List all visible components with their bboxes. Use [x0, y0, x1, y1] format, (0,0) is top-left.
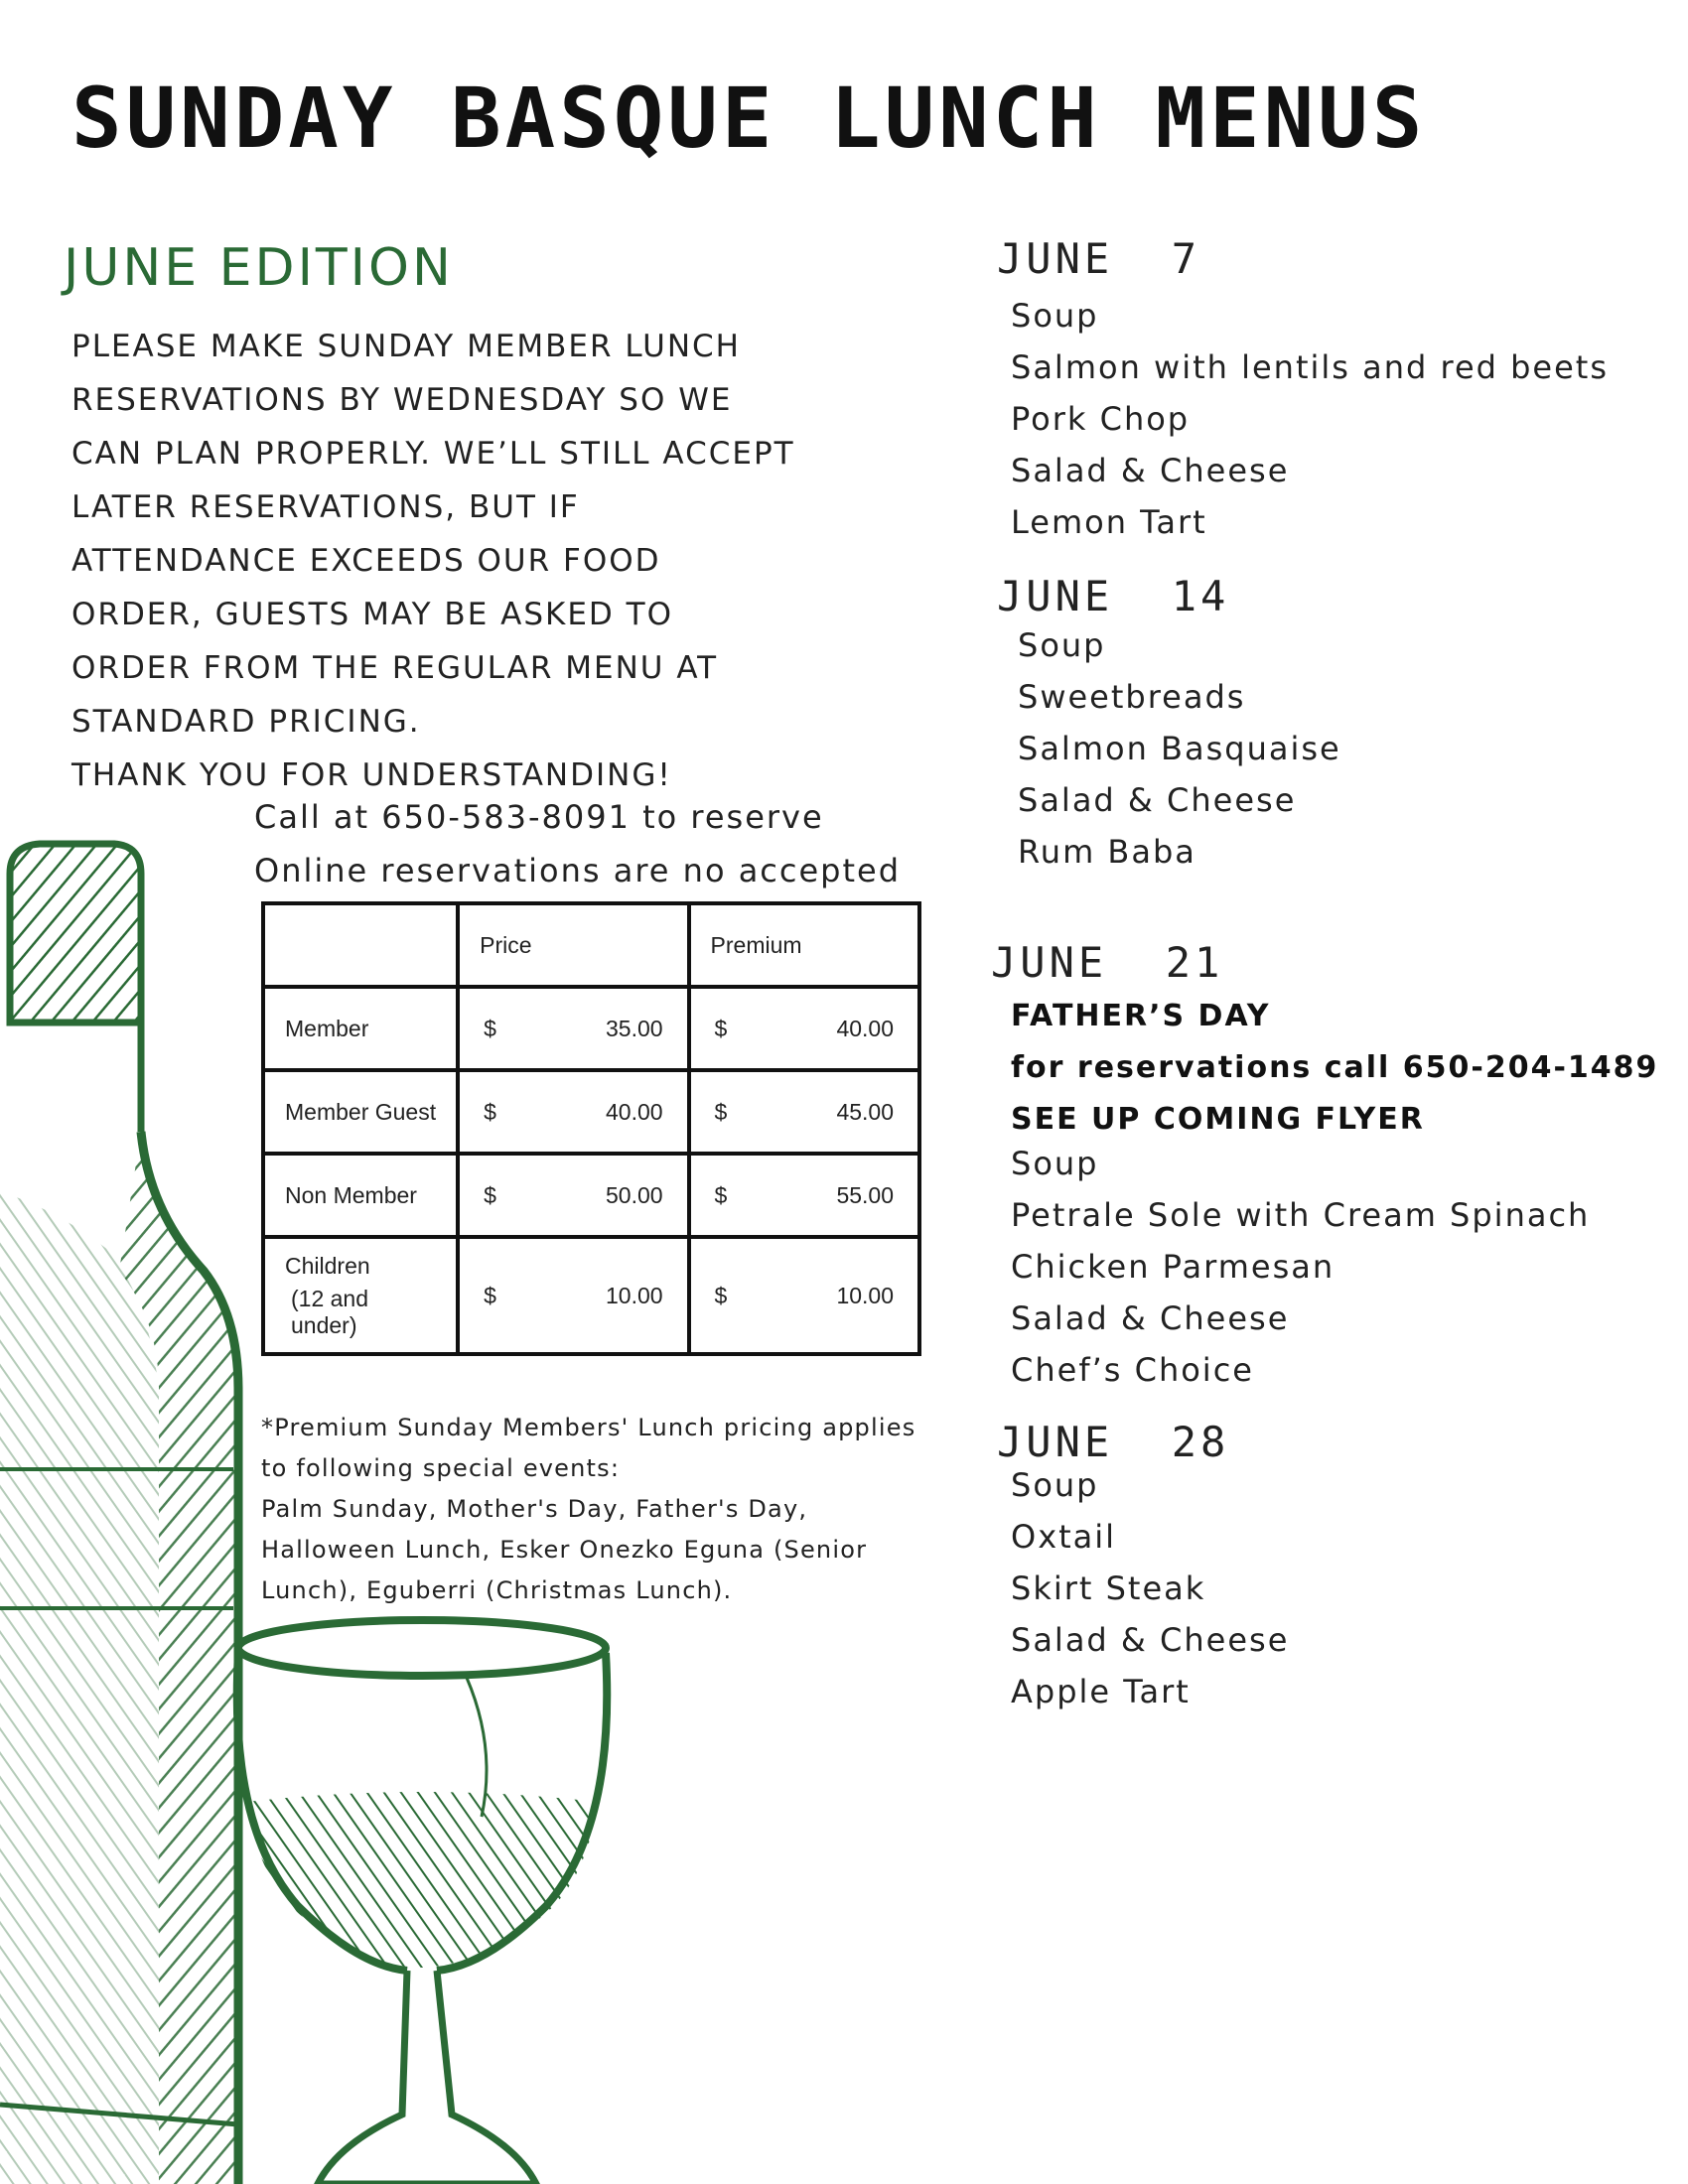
notice-line: CAN PLAN PROPERLY. WE’LL STILL ACCEPT — [71, 436, 795, 472]
column-header — [263, 903, 458, 987]
currency-symbol: $ — [714, 1282, 728, 1308]
menu-item: Salmon Basquaise — [1018, 730, 1341, 767]
price-cell — [458, 987, 688, 1070]
footnote-line: *Premium Sunday Members' Lunch pricing applies — [261, 1414, 916, 1441]
online-note: Online reservations are no accepted — [254, 852, 902, 889]
edition-heading: JUNE EDITION — [64, 238, 454, 298]
notice-line: THANK YOU FOR UNDERSTANDING! — [71, 757, 672, 793]
row-label-main: Children — [285, 1252, 370, 1279]
menu-date-june-21: JUNE 21 — [991, 938, 1224, 987]
currency-symbol: $ — [484, 1098, 496, 1125]
premium-cell — [689, 1070, 919, 1154]
menu-item: Soup — [1011, 1145, 1099, 1182]
price-value: 35.00 — [605, 1015, 663, 1041]
price-cell — [458, 1237, 688, 1354]
currency-symbol: $ — [484, 1181, 496, 1208]
menu-item: Chef’s Choice — [1011, 1351, 1254, 1389]
column-header-price: Price — [458, 903, 688, 987]
menu-item: Oxtail — [1011, 1518, 1117, 1556]
menu-date-june-7: JUNE 7 — [997, 234, 1201, 283]
menu-item: Skirt Steak — [1011, 1570, 1206, 1607]
notice-line: STANDARD PRICING. — [71, 704, 421, 740]
price-value: 10.00 — [605, 1282, 663, 1308]
row-label: Member Guest — [263, 1070, 458, 1154]
wine-bottle-icon — [0, 844, 238, 2184]
menu-date-june-14: JUNE 14 — [997, 572, 1230, 620]
reservation-notice — [71, 320, 866, 802]
pricing-table — [261, 901, 921, 1356]
price-cell — [458, 1154, 688, 1237]
premium-value: 40.00 — [836, 1015, 894, 1041]
column-header-premium: Premium — [689, 903, 919, 987]
premium-value: 10.00 — [836, 1282, 894, 1308]
footnote-line: Lunch), Eguberri (Christmas Lunch). — [261, 1576, 733, 1604]
special-note: FATHER’S DAY — [1011, 999, 1271, 1033]
price-value: 50.00 — [605, 1181, 663, 1208]
notice-line: ORDER FROM THE REGULAR MENU AT — [71, 650, 719, 686]
menu-item: Sweetbreads — [1018, 678, 1246, 716]
menu-item: Petrale Sole with Cream Spinach — [1011, 1196, 1591, 1234]
page-title: SUNDAY BASQUE LUNCH MENUS — [71, 69, 1427, 167]
menu-june-28 — [1011, 1459, 1289, 1717]
menu-june-21 — [1011, 991, 1658, 1396]
menu-item: Lemon Tart — [1011, 503, 1207, 541]
menu-item: Rum Baba — [1018, 833, 1196, 871]
price-value: 40.00 — [605, 1098, 663, 1125]
menu-item: Chicken Parmesan — [1011, 1248, 1336, 1286]
premium-cell — [689, 1154, 919, 1237]
notice-line: ORDER, GUESTS MAY BE ASKED TO — [71, 597, 673, 632]
menu-item: Apple Tart — [1011, 1673, 1191, 1710]
menu-item: Salad & Cheese — [1018, 781, 1297, 819]
menu-june-7 — [1011, 290, 1609, 548]
premium-value: 45.00 — [836, 1098, 894, 1125]
call-to-reserve: Call at 650-583-8091 to reserve — [254, 798, 824, 836]
table-row — [263, 987, 919, 1070]
currency-symbol: $ — [484, 1015, 496, 1041]
premium-cell — [689, 987, 919, 1070]
premium-cell — [689, 1237, 919, 1354]
special-note: SEE UP COMING FLYER — [1011, 1102, 1425, 1137]
table-row — [263, 1237, 919, 1354]
menu-item: Pork Chop — [1011, 400, 1191, 438]
notice-line: ATTENDANCE EXCEEDS OUR FOOD — [71, 543, 661, 579]
footnote-line: Halloween Lunch, Esker Onezko Eguna (Senior — [261, 1536, 868, 1564]
menu-item: Salad & Cheese — [1011, 1621, 1290, 1659]
menu-item: Soup — [1011, 297, 1099, 335]
currency-symbol: $ — [714, 1098, 728, 1125]
menu-item: Salad & Cheese — [1011, 1299, 1290, 1337]
footnote-line: Palm Sunday, Mother's Day, Father's Day, — [261, 1495, 808, 1523]
menu-item: Salad & Cheese — [1011, 452, 1290, 489]
premium-value: 55.00 — [836, 1181, 894, 1208]
footnote-line: to following special events: — [261, 1454, 621, 1482]
row-label: Member — [263, 987, 458, 1070]
menu-item: Salmon with lentils and red beets — [1011, 348, 1610, 386]
notice-line: LATER RESERVATIONS, BUT IF — [71, 489, 580, 525]
menu-item: Soup — [1018, 626, 1106, 664]
wine-glass-icon — [237, 1620, 608, 2184]
currency-symbol: $ — [714, 1181, 728, 1208]
special-note: for reservations call 650-204-1489 — [1011, 1050, 1659, 1085]
row-label-sub: (12 and under) — [291, 1285, 369, 1338]
notice-line: RESERVATIONS BY WEDNESDAY SO WE — [71, 382, 733, 418]
currency-symbol: $ — [714, 1015, 728, 1041]
table-row — [263, 1070, 919, 1154]
row-label: Non Member — [263, 1154, 458, 1237]
table-header-row — [263, 903, 919, 987]
menu-june-14 — [1018, 619, 1341, 878]
menu-item: Soup — [1011, 1466, 1099, 1504]
notice-line: PLEASE MAKE SUNDAY MEMBER LUNCH — [71, 329, 741, 364]
row-label — [263, 1237, 458, 1354]
table-row — [263, 1154, 919, 1237]
premium-footnote — [261, 1408, 946, 1611]
currency-symbol: $ — [484, 1282, 496, 1308]
price-cell — [458, 1070, 688, 1154]
menu-date-june-28: JUNE 28 — [997, 1418, 1230, 1466]
